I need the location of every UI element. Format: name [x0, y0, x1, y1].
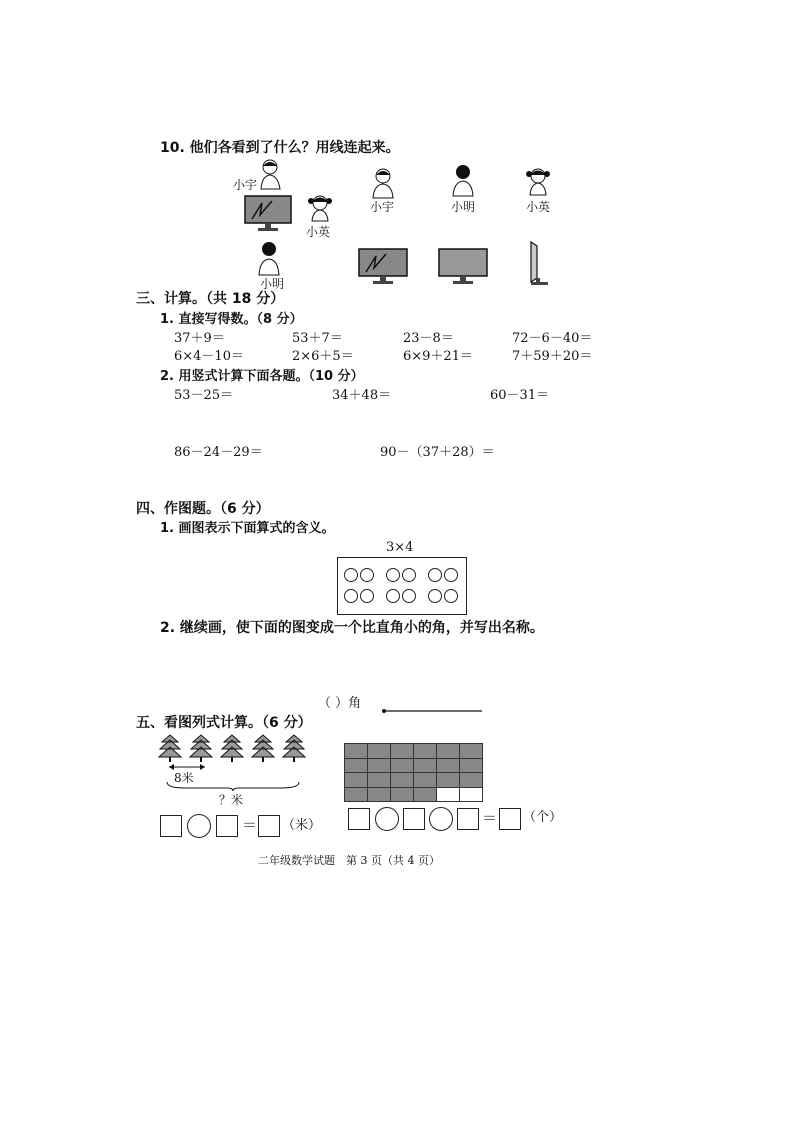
- grid-cell: [459, 758, 483, 774]
- grid-cell: [344, 772, 368, 788]
- grid-cell: [413, 743, 437, 759]
- calc-item: 6×4－10＝: [174, 349, 244, 364]
- grid-cell: [367, 758, 391, 774]
- unit-count: （个）: [523, 810, 563, 825]
- grid-cell: [436, 772, 460, 788]
- calc-item: 23－8＝: [403, 331, 454, 346]
- angle-name-blank: （ ）角: [318, 696, 362, 711]
- vertical-calc-item: 34＋48＝: [332, 388, 392, 403]
- calc-item: 6×9＋21＝: [403, 349, 473, 364]
- vertical-calc-item: 86－24－29＝: [174, 445, 263, 460]
- answer-box[interactable]: [457, 808, 479, 830]
- grid-cell: [390, 772, 414, 788]
- calc-item: 53＋7＝: [292, 331, 343, 346]
- unit-meters: （米）: [282, 818, 322, 833]
- distance-label: 8米: [174, 771, 194, 785]
- operator-circle[interactable]: [187, 814, 211, 838]
- grid-cell: [413, 758, 437, 774]
- grid-cell: [436, 758, 460, 774]
- circle-icon: [402, 589, 416, 603]
- grid-cell: [367, 772, 391, 788]
- section5-title: 五、看图列式计算。（6 分）: [136, 715, 312, 731]
- girl-xiaoying-icon: [305, 192, 335, 222]
- grid-cell: [459, 743, 483, 759]
- grid-cell: [413, 772, 437, 788]
- s3-q1-title: 1. 直接写得数。（8 分）: [160, 312, 303, 327]
- grid-cell: [390, 743, 414, 759]
- section4-title: 四、作图题。（6 分）: [136, 501, 270, 517]
- s4-q2-title: 2. 继续画，使下面的图变成一个比直角小的角，并写出名称。: [160, 620, 544, 636]
- answer-box[interactable]: [216, 815, 238, 837]
- page-footer: 二年级数学试题 第 3 页（共 4 页）: [258, 854, 440, 867]
- s3-q2-title: 2. 用竖式计算下面各题。（10 分）: [160, 369, 364, 384]
- monitor-back-icon: [438, 248, 488, 286]
- grid-cell: [459, 772, 483, 788]
- label-xiaoming-left: 小明: [260, 277, 285, 291]
- tree-row: [158, 734, 308, 764]
- label-xiaoyu-right: 小宇: [370, 200, 395, 214]
- calc-item: 37＋9＝: [174, 331, 225, 346]
- circle-icon: [360, 568, 374, 582]
- girl-xiaoying-icon: [523, 164, 553, 196]
- monitor-side-icon: [526, 240, 550, 286]
- circle-icon: [386, 589, 400, 603]
- circle-icon: [444, 568, 458, 582]
- calc-item: 72－6－40＝: [512, 331, 593, 346]
- calc-item: 7＋59＋20＝: [512, 349, 593, 364]
- angle-ray: [380, 705, 486, 715]
- equals-sign: ＝: [482, 809, 498, 827]
- answer-box[interactable]: [403, 808, 425, 830]
- grid-cell: [390, 787, 414, 803]
- grid-cell: [459, 787, 483, 803]
- label-xiaoying-right: 小英: [526, 200, 551, 214]
- vertical-calc-item: 53－25＝: [174, 388, 234, 403]
- monitor-front-slash-icon: [244, 195, 292, 233]
- circles-diagram-box: [337, 557, 467, 615]
- circle-icon: [444, 589, 458, 603]
- shaded-grid: [344, 743, 482, 801]
- section3-title: 三、计算。（共 18 分）: [136, 291, 285, 307]
- circle-icon: [402, 568, 416, 582]
- label-xiaoyu-left: 小宇: [233, 178, 258, 192]
- boy-xiaoming-icon: [256, 240, 282, 276]
- boy-xiaoyu-icon: [370, 167, 396, 199]
- answer-box[interactable]: [499, 808, 521, 830]
- circle-icon: [428, 568, 442, 582]
- monitor-front-slash-icon: [358, 248, 408, 286]
- label-xiaoying-left: 小英: [306, 225, 331, 239]
- grid-cell: [436, 743, 460, 759]
- equals-sign: ＝: [242, 816, 258, 834]
- answer-box[interactable]: [258, 815, 280, 837]
- operator-circle[interactable]: [375, 807, 399, 831]
- boy-xiaoyu-icon: [258, 158, 284, 190]
- label-xiaoming-right: 小明: [451, 200, 476, 214]
- grid-cell: [367, 743, 391, 759]
- circle-icon: [428, 589, 442, 603]
- circle-icon: [386, 568, 400, 582]
- circle-icon: [344, 589, 358, 603]
- s4-q1-title: 1. 画图表示下面算式的含义。: [160, 521, 335, 536]
- grid-cell: [390, 758, 414, 774]
- boy-xiaoming-icon: [450, 163, 476, 197]
- circle-icon: [360, 589, 374, 603]
- question-label: ？米: [219, 793, 244, 807]
- answer-box[interactable]: [348, 808, 370, 830]
- grid-cell: [413, 787, 437, 803]
- q10-title: 10. 他们各看到了什么？用线连起来。: [160, 140, 400, 156]
- grid-cell: [436, 787, 460, 803]
- answer-box[interactable]: [160, 815, 182, 837]
- vertical-calc-item: 90－（37＋28）＝: [380, 445, 495, 460]
- vertical-calc-item: 60－31＝: [490, 388, 550, 403]
- operator-circle[interactable]: [429, 807, 453, 831]
- grid-cell: [344, 758, 368, 774]
- calc-item: 2×6＋5＝: [292, 349, 354, 364]
- grid-cell: [367, 787, 391, 803]
- circle-icon: [344, 568, 358, 582]
- expression-3x4: 3×4: [386, 540, 414, 555]
- grid-cell: [344, 743, 368, 759]
- grid-cell: [344, 787, 368, 803]
